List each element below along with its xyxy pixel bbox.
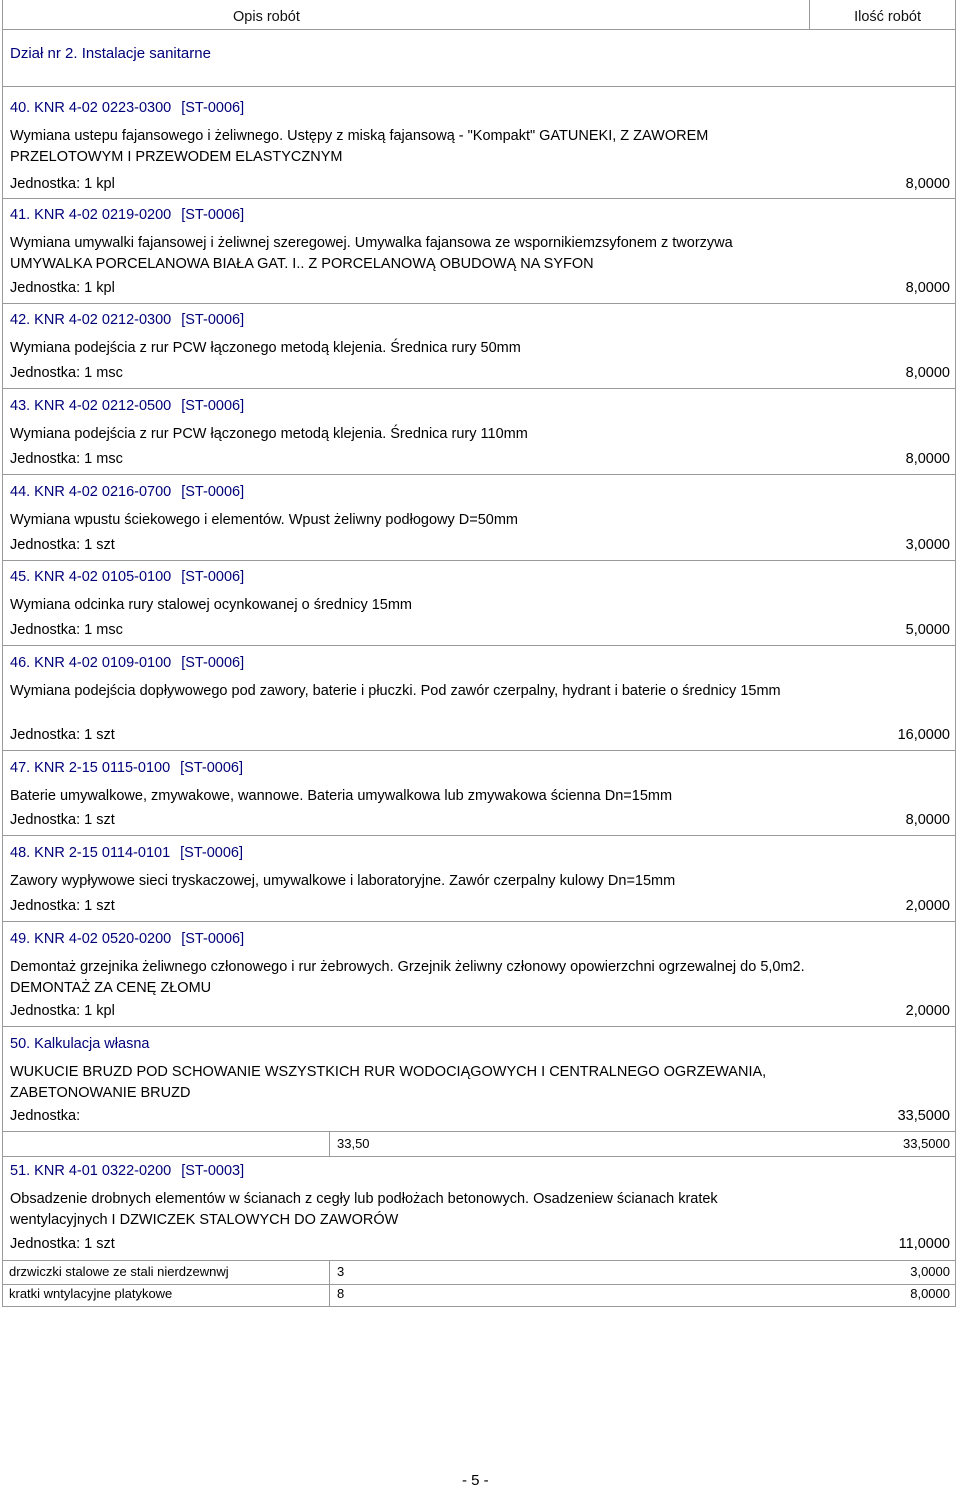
item-unit-51: Jednostka: 1 szt	[10, 1236, 115, 1252]
divider	[3, 1284, 955, 1285]
divider	[3, 921, 955, 922]
item-unit-48: Jednostka: 1 szt	[10, 898, 115, 914]
item-qty-45: 5,0000	[905, 622, 950, 638]
item-code-41: 41. KNR 4-02 0219-0200 [ST-0006]	[10, 207, 245, 223]
divider	[3, 86, 955, 87]
divider	[3, 198, 955, 199]
calc-divider	[329, 1131, 330, 1156]
item-unit-45: Jednostka: 1 msc	[10, 622, 123, 638]
document-page	[2, 0, 956, 1307]
item-unit-50: Jednostka:	[10, 1108, 81, 1124]
item-code-40: 40. KNR 4-02 0223-0300 [ST-0006]	[10, 100, 245, 116]
item-qty-44: 3,0000	[905, 537, 950, 553]
item-qty-40: 8,0000	[905, 176, 950, 192]
item-unit-43: Jednostka: 1 msc	[10, 451, 123, 467]
item-qty-46: 16,0000	[897, 727, 950, 743]
table-header	[3, 0, 955, 30]
item-unit-49: Jednostka: 1 kpl	[10, 1003, 115, 1019]
item-qty-49: 2,0000	[905, 1003, 950, 1019]
divider	[3, 835, 955, 836]
item-code-49: 49. KNR 4-02 0520-0200 [ST-0006]	[10, 931, 245, 947]
item-desc-40: Wymiana ustepu fajansowego i żeliwnego. Ustępy z miską fajansową - "Kompakt" GATUNEKI, Z ZAWOREM PRZELOTOWYM I PRZEWODEM ELASTYCZNYM	[10, 128, 709, 165]
item-unit-40: Jednostka: 1 kpl	[10, 176, 115, 192]
calc50-value: 33,50	[337, 1136, 370, 1151]
item-desc-51: Obsadzenie drobnych elementów w ścianach z cegły lub podłożach betonowych. Osadzeniew ścianach kratek wentylacyjnych I DZWICZEK STALOWYCH DO ZAWORÓW	[10, 1191, 718, 1228]
item-desc-49: Demontaż grzejnika żeliwnego członowego i rur żebrowych. Grzejnik żeliwny członowy opowierzchni ogrzewalnej do 5,0m2. DEMONTAŻ ZA CENĘ ZŁOMU	[10, 959, 805, 996]
item-desc-43: Wymiana podejścia z rur PCW łączonego metodą klejenia. Średnica rury 110mm	[10, 426, 528, 442]
divider	[3, 474, 955, 475]
divider	[3, 1026, 955, 1027]
calc51-qty-1: 3,0000	[910, 1264, 950, 1279]
item-desc-48: Zawory wypływowe sieci tryskaczowej, umywalkowe i laboratoryjne. Zawór czerpalny kulowy Dn=15mm	[10, 873, 676, 889]
divider	[3, 560, 955, 561]
item-qty-41: 8,0000	[905, 280, 950, 296]
item-unit-44: Jednostka: 1 szt	[10, 537, 115, 553]
calc51-name-2: kratki wntylacyjne platykowe	[9, 1286, 173, 1301]
item-code-47: 47. KNR 2-15 0115-0100 [ST-0006]	[10, 760, 244, 776]
item-qty-43: 8,0000	[905, 451, 950, 467]
calc51-value-2: 8	[337, 1286, 345, 1301]
item-desc-42: Wymiana podejścia z rur PCW łączonego metodą klejenia. Średnica rury 50mm	[10, 340, 521, 356]
header-description: Opis robót	[233, 9, 300, 25]
item-unit-41: Jednostka: 1 kpl	[10, 280, 115, 296]
item-desc-46: Wymiana podejścia dopływowego pod zawory, baterie i płuczki. Pod zawór czerpalny, hydrant i baterie o średnicy 15mm	[10, 683, 781, 699]
item-qty-48: 2,0000	[905, 898, 950, 914]
item-code-42: 42. KNR 4-02 0212-0300 [ST-0006]	[10, 312, 245, 328]
calc51-value-1: 3	[337, 1264, 345, 1279]
section-title: Dział nr 2. Instalacje sanitarne	[10, 45, 211, 62]
divider	[3, 1131, 955, 1132]
item-unit-42: Jednostka: 1 msc	[10, 365, 123, 381]
item-code-48: 48. KNR 2-15 0114-0101 [ST-0006]	[10, 845, 244, 861]
item-desc-47: Baterie umywalkowe, zmywakowe, wannowe. Bateria umywalkowa lub zmywakowa ścienna Dn=15mm	[10, 788, 673, 804]
item-desc-50: WUKUCIE BRUZD POD SCHOWANIE WSZYSTKICH RUR WODOCIĄGOWYCH I CENTRALNEGO OGRZEWANIA, ZABETONOWANIE BRUZD	[10, 1064, 767, 1101]
item-qty-47: 8,0000	[905, 812, 950, 828]
item-code-45: 45. KNR 4-02 0105-0100 [ST-0006]	[10, 569, 245, 585]
header-quantity: Ilość robót	[854, 9, 921, 25]
divider	[3, 388, 955, 389]
item-code-43: 43. KNR 4-02 0212-0500 [ST-0006]	[10, 398, 245, 414]
item-unit-46: Jednostka: 1 szt	[10, 727, 115, 743]
item-desc-45: Wymiana odcinka rury stalowej ocynkowanej o średnicy 15mm	[10, 597, 413, 613]
item-desc-41: Wymiana umywalki fajansowej i żeliwnej szeregowej. Umywalka fajansowa ze wspornikiemzsyfonem z tworzywa UMYWALKA PORCELANOWA BIAŁA GAT. I.. Z PORCELANOWĄ OBUDOWĄ NA SYFON	[10, 235, 733, 272]
divider	[3, 645, 955, 646]
item-qty-50: 33,5000	[897, 1108, 950, 1124]
divider	[3, 1260, 955, 1261]
calc51-name-1: drzwiczki stalowe ze stali nierdzewnwj	[9, 1264, 229, 1279]
item-code-44: 44. KNR 4-02 0216-0700 [ST-0006]	[10, 484, 245, 500]
divider	[3, 303, 955, 304]
calc50-qty: 33,5000	[903, 1136, 950, 1151]
item-qty-51: 11,0000	[898, 1236, 950, 1252]
header-divider	[809, 0, 810, 29]
calc51-qty-2: 8,0000	[910, 1286, 950, 1301]
divider	[3, 1156, 955, 1157]
item-code-50: 50. Kalkulacja własna	[10, 1036, 150, 1052]
item-desc-44: Wymiana wpustu ściekowego i elementów. Wpust żeliwny podłogowy D=50mm	[10, 512, 518, 528]
item-code-46: 46. KNR 4-02 0109-0100 [ST-0006]	[10, 655, 245, 671]
item-qty-42: 8,0000	[905, 365, 950, 381]
divider	[3, 750, 955, 751]
item-code-51: 51. KNR 4-01 0322-0200 [ST-0003]	[10, 1163, 245, 1179]
item-unit-47: Jednostka: 1 szt	[10, 812, 115, 828]
